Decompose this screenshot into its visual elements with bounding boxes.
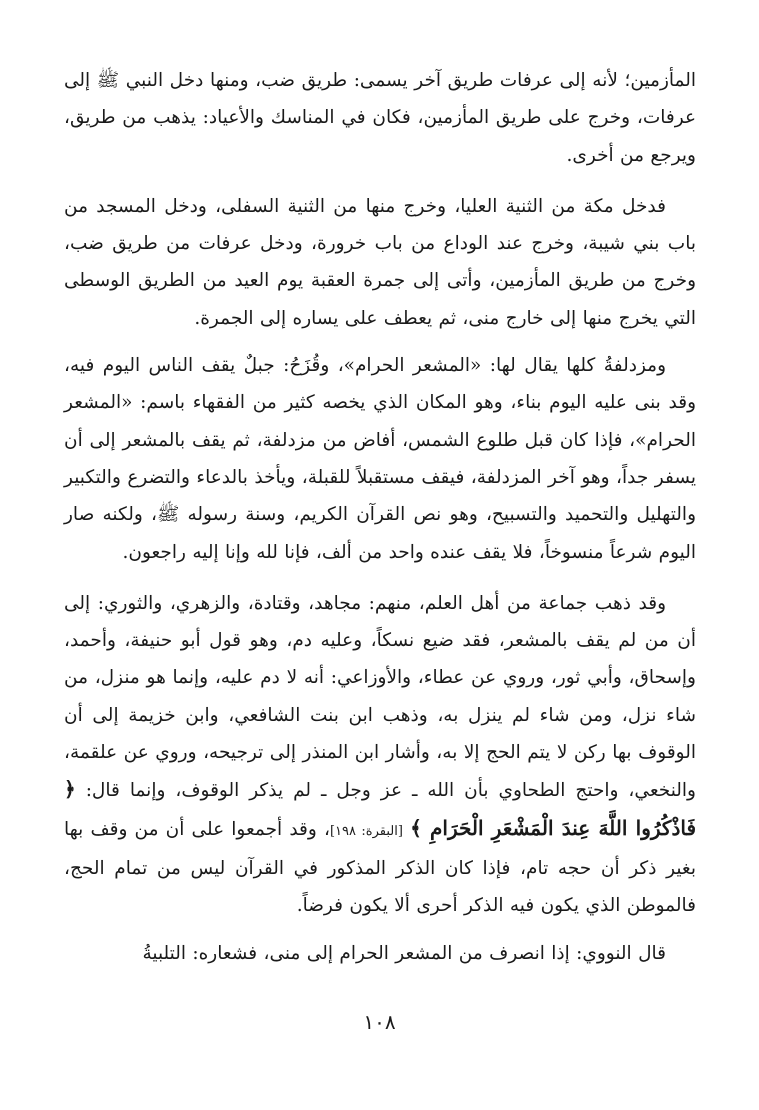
paragraph-2: فدخل مكة من الثنية العليا، وخرج منها من الثنية السفلى، ودخل المسجد من باب بني شيبة، وخرج عند الوداع من باب خرورة، ودخل عرفات من طريق ضب، وخرج من طريق المأزمين، وأتى إلى جمرة العقبة يوم العيد من الطريق الوسطى التي يخرج منها إلى خارج منى، ثم يعطف على يساره إلى الجمرة. [64,195,696,329]
paragraph-4-text-before: وقد ذهب جماعة من أهل العلم، منهم: مجاهد، وقتادة، والزهري، والثوري: إلى أن من لم يقف بالمشعر، فقد ضيع نسكاً، وعليه دم، وهو قول أبو حنيفة، وأحمد، وإسحاق، وأبي ثور، وروي عن عطاء، والأوزاعي: أنه لا دم عليه، وإنما هو منزل، من شاء نزل، ومن شاء لم ينزل به، وذهب ابن بنت الشافعي، وابن خزيمة إلى أن الوقوف بها ركن لا يتم الحج إلا به، وأشار ابن المنذر إلى ترجيحه، وروي عن علقمة، والنخعي، واحتج الطحاوي بأن الله ـ عز وجل ـ لم يذكر الوقوف، وإنما قال: [64,592,696,802]
quran-reference: [البقرة: ١٩٨] [329,823,403,839]
paragraph-1: المأزمين؛ لأنه إلى عرفات طريق آخر يسمى: طريق ضب، ومنها دخل النبي ﷺ إلى عرفات، وخرج على طريق المأزمين، فكان في المناسك والأعياد: يذهب من طريق، ويرجع من أخرى. [64,70,696,166]
paragraph-4-text-after: ، وقد أجمعوا على أن من وقف بها بغير ذكر أن حجه تام، فإذا كان الذكر المذكور في القرآن ليس من تمام الحج، فالموطن الذي يكون فيه الذكر أحرى ألا يكون فرضاً. [64,818,696,917]
quran-verse: ﴿ فَاذْكُرُوا اللَّهَ عِندَ الْمَشْعَرِ الْحَرَامِ ﴾ [64,777,697,840]
paragraph-4 [64,585,696,925]
paragraph-3: ومزدلفةُ كلها يقال لها: «المشعر الحرام»، وقُزَحُ: جبلٌ يقف الناس اليوم فيه، وقد بنى عليه اليوم بناء، وهو المكان الذي يخصه كثير من الفقهاء باسم: «المشعر الحرام»، فإذا كان قبل طلوع الشمس، أفاض من مزدلفة، ثم يقف بالمشعر إلى أن يسفر جداً، وهو آخر المزدلفة، فيقف مستقبلاً للقبلة، ويأخذ بالدعاء والتضرع والتكبير والتهليل والتحميد والتسبيح، وهو نص القرآن الكريم، وسنة رسوله ﷺ، ولكنه صار اليوم شرعاً منسوخاً، فلا يقف عنده واحد من ألف، فإنا لله وإنا إليه راجعون. [64,355,697,563]
page-body [64,62,696,1062]
page-number: ١٠٨ [363,1010,396,1034]
paragraph-5: قال النووي: إذا انصرف من المشعر الحرام إلى منى، فشعاره: التلبيةُ [142,942,666,964]
